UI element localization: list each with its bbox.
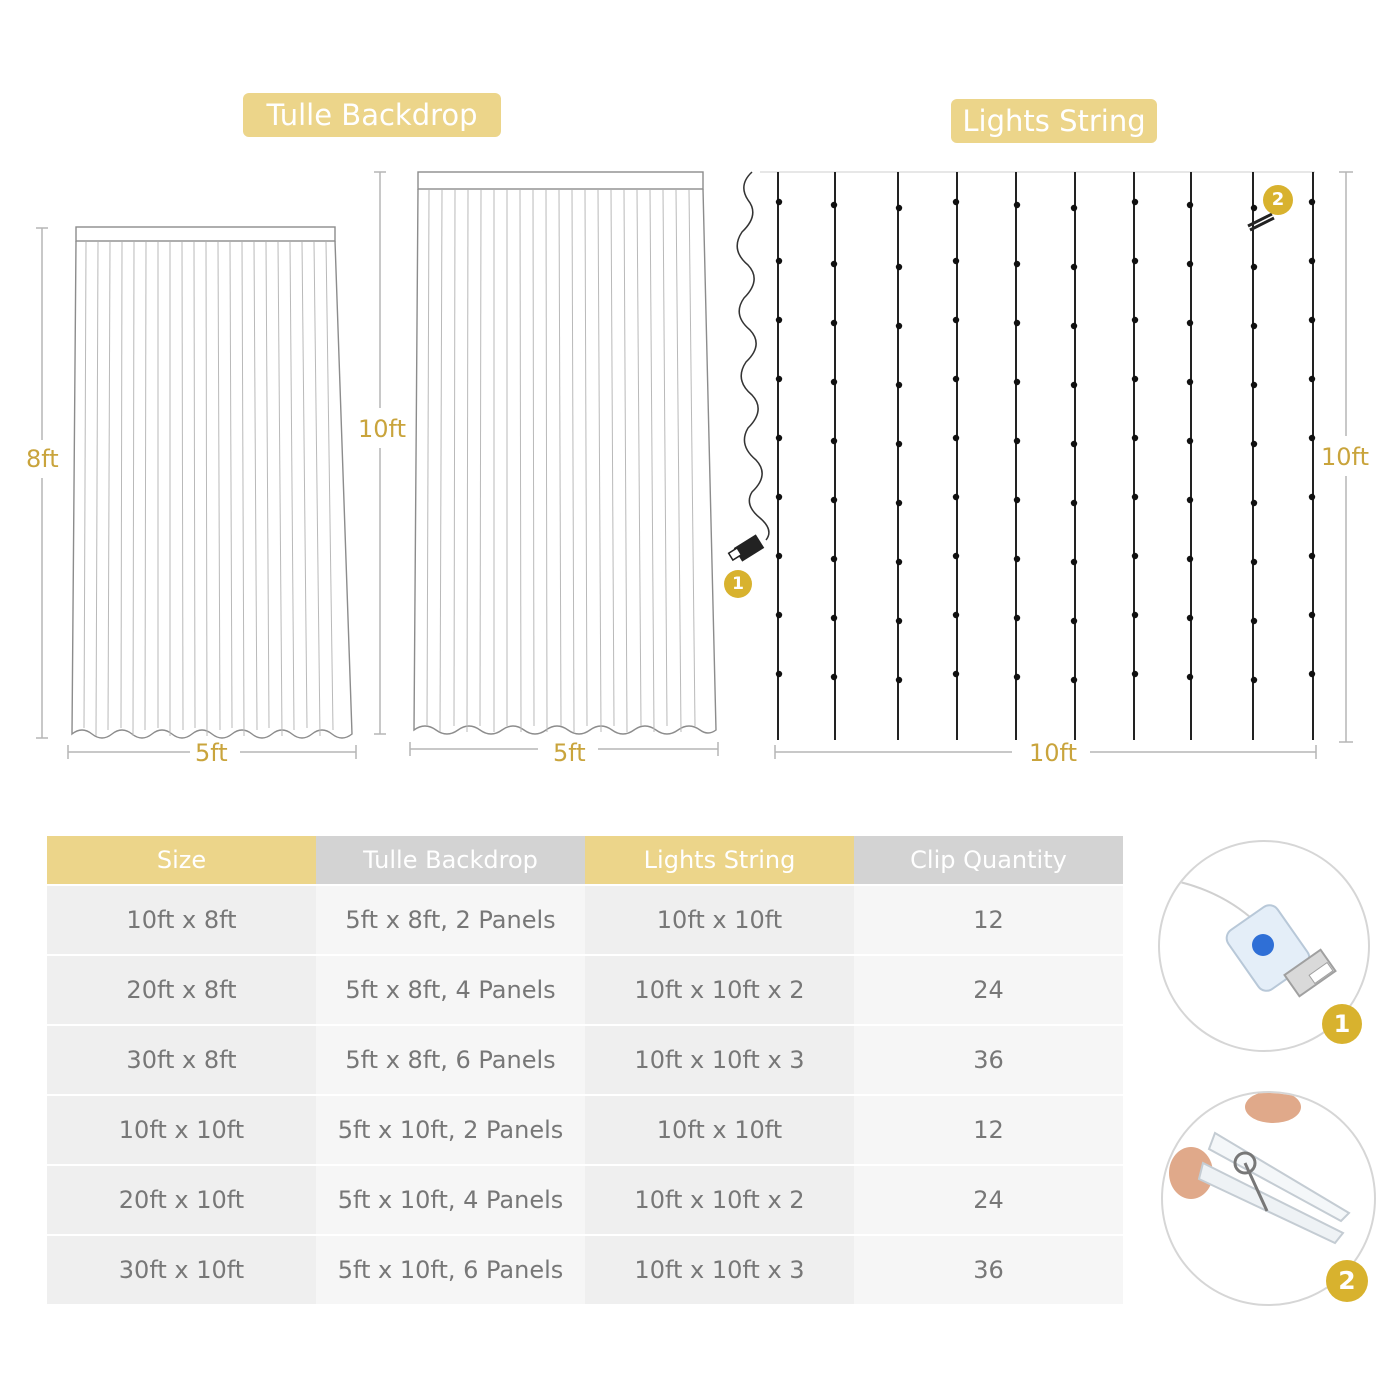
light-bulb [1187,438,1193,444]
cell-lights: 10ft x 10ft [585,1095,854,1165]
light-bulb [831,556,837,562]
light-bulb [896,677,902,683]
cell-lights: 10ft x 10ft x 2 [585,1165,854,1235]
light-bulb [831,320,837,326]
light-bulb [896,264,902,270]
cell-tulle: 5ft x 8ft, 2 Panels [316,885,585,955]
light-bulb [831,379,837,385]
table-row [47,1235,1123,1304]
light-bulb [1132,612,1138,618]
cell-clips: 36 [854,1235,1123,1304]
tulle-panel-large [414,172,716,734]
light-bulb [1014,379,1020,385]
light-bulb [1071,677,1077,683]
light-bulb [896,618,902,624]
light-bulb [953,317,959,323]
light-bulb [1187,674,1193,680]
light-bulb [776,435,782,441]
light-bulb [1309,317,1315,323]
cell-lights: 10ft x 10ft [585,885,854,955]
cell-tulle: 5ft x 8ft, 4 Panels [316,955,585,1025]
light-bulb [831,202,837,208]
light-bulb [953,671,959,677]
cell-size: 10ft x 8ft [47,885,316,955]
power-cable [737,172,769,540]
light-bulb [1187,556,1193,562]
table-row [47,1095,1123,1165]
cell-clips: 24 [854,1165,1123,1235]
cell-clips: 36 [854,1025,1123,1095]
lights-height-label: 10ft [1321,443,1369,471]
light-bulb [1014,674,1020,680]
cell-clips: 24 [854,955,1123,1025]
column-header-clip-quantity: Clip Quantity [854,836,1123,885]
light-bulb [1251,618,1257,624]
light-bulb [1071,441,1077,447]
tulle-backdrop-heading: Tulle Backdrop [243,93,501,137]
light-bulb [953,199,959,205]
light-bulb [1309,612,1315,618]
light-bulb [1132,671,1138,677]
cell-size: 10ft x 10ft [47,1095,316,1165]
light-bulb [1251,500,1257,506]
light-bulb [1014,615,1020,621]
light-bulb [776,317,782,323]
light-bulb [831,615,837,621]
light-bulb [1132,199,1138,205]
light-bulb [831,438,837,444]
light-bulb [1132,435,1138,441]
light-bulb [1309,258,1315,264]
cell-tulle: 5ft x 10ft, 4 Panels [316,1165,585,1235]
light-bulb [776,376,782,382]
light-bulb [1014,556,1020,562]
cell-clips: 12 [854,1095,1123,1165]
panel-large-height-label: 10ft [358,415,406,443]
light-bulb [776,671,782,677]
light-bulb [1014,497,1020,503]
column-header-tulle-backdrop: Tulle Backdrop [316,836,585,885]
light-bulb [1309,553,1315,559]
light-bulb [896,500,902,506]
light-bulb [1251,264,1257,270]
table-row [47,1165,1123,1235]
light-bulb [1014,438,1020,444]
panel-large-width-label: 5ft [553,739,586,767]
light-bulb [1251,677,1257,683]
light-bulb [896,441,902,447]
usb-plug-icon [734,534,765,561]
light-bulb [776,494,782,500]
lights-string-curtain [729,172,1316,740]
clip-callout-badge: 2 [1263,185,1293,215]
light-bulb [1071,382,1077,388]
light-bulb [1132,494,1138,500]
light-bulb [1251,323,1257,329]
light-bulb [1071,323,1077,329]
cell-lights: 10ft x 10ft x 3 [585,1025,854,1095]
light-bulb [1014,320,1020,326]
table-row [47,955,1123,1025]
light-bulb [953,435,959,441]
light-bulb [1187,202,1193,208]
table-header-row [47,836,1123,885]
clip-icon [1248,214,1274,230]
cell-tulle: 5ft x 10ft, 2 Panels [316,1095,585,1165]
light-bulb [776,612,782,618]
light-bulb [953,553,959,559]
light-bulb [1071,264,1077,270]
cell-lights: 10ft x 10ft x 3 [585,1235,854,1304]
light-bulb [1187,379,1193,385]
cell-size: 30ft x 10ft [47,1235,316,1304]
light-bulb [1132,317,1138,323]
cell-clips: 12 [854,885,1123,955]
light-bulb [1071,559,1077,565]
light-bulb [1071,618,1077,624]
light-bulb [1251,559,1257,565]
tulle-panel-small [72,227,352,738]
cell-size: 20ft x 8ft [47,955,316,1025]
light-bulb [896,559,902,565]
light-bulb [1187,497,1193,503]
light-bulb [831,497,837,503]
light-bulb [1309,435,1315,441]
light-bulb [1309,376,1315,382]
light-bulb [1251,441,1257,447]
cell-tulle: 5ft x 8ft, 6 Panels [316,1025,585,1095]
usb-callout-badge: 1 [724,570,752,598]
light-bulb [1132,258,1138,264]
light-bulb [1071,205,1077,211]
light-bulb [1132,553,1138,559]
light-bulb [896,323,902,329]
light-bulb [1187,615,1193,621]
light-bulb [953,258,959,264]
column-header-lights-string: Lights String [585,836,854,885]
light-bulb [896,382,902,388]
light-bulb [1132,376,1138,382]
lights-string-heading: Lights String [951,99,1157,143]
light-bulb [776,553,782,559]
usb-detail-badge: 1 [1322,1004,1362,1044]
light-bulb [831,261,837,267]
light-bulb [896,205,902,211]
light-bulb [1251,382,1257,388]
column-header-size: Size [47,836,316,885]
table-row [47,885,1123,955]
light-bulb [1187,320,1193,326]
light-bulb [1071,500,1077,506]
cell-size: 30ft x 8ft [47,1025,316,1095]
light-bulb [1187,261,1193,267]
table-row [47,1025,1123,1095]
panel-small-height-label: 8ft [26,445,59,473]
light-bulb [953,494,959,500]
light-bulb [831,674,837,680]
lights-width-label: 10ft [1029,739,1077,767]
light-bulb [1014,261,1020,267]
light-bulb [1251,205,1257,211]
clip-detail-badge: 2 [1326,1260,1368,1302]
light-bulb [953,612,959,618]
light-bulb [1014,202,1020,208]
size-spec-table [47,836,1123,1304]
light-bulb [776,199,782,205]
light-bulb [953,376,959,382]
light-bulb [1309,671,1315,677]
cell-tulle: 5ft x 10ft, 6 Panels [316,1235,585,1304]
light-bulb [1309,494,1315,500]
cell-lights: 10ft x 10ft x 2 [585,955,854,1025]
light-bulb [776,258,782,264]
light-bulb [1309,199,1315,205]
panel-small-width-label: 5ft [195,739,228,767]
cell-size: 20ft x 10ft [47,1165,316,1235]
